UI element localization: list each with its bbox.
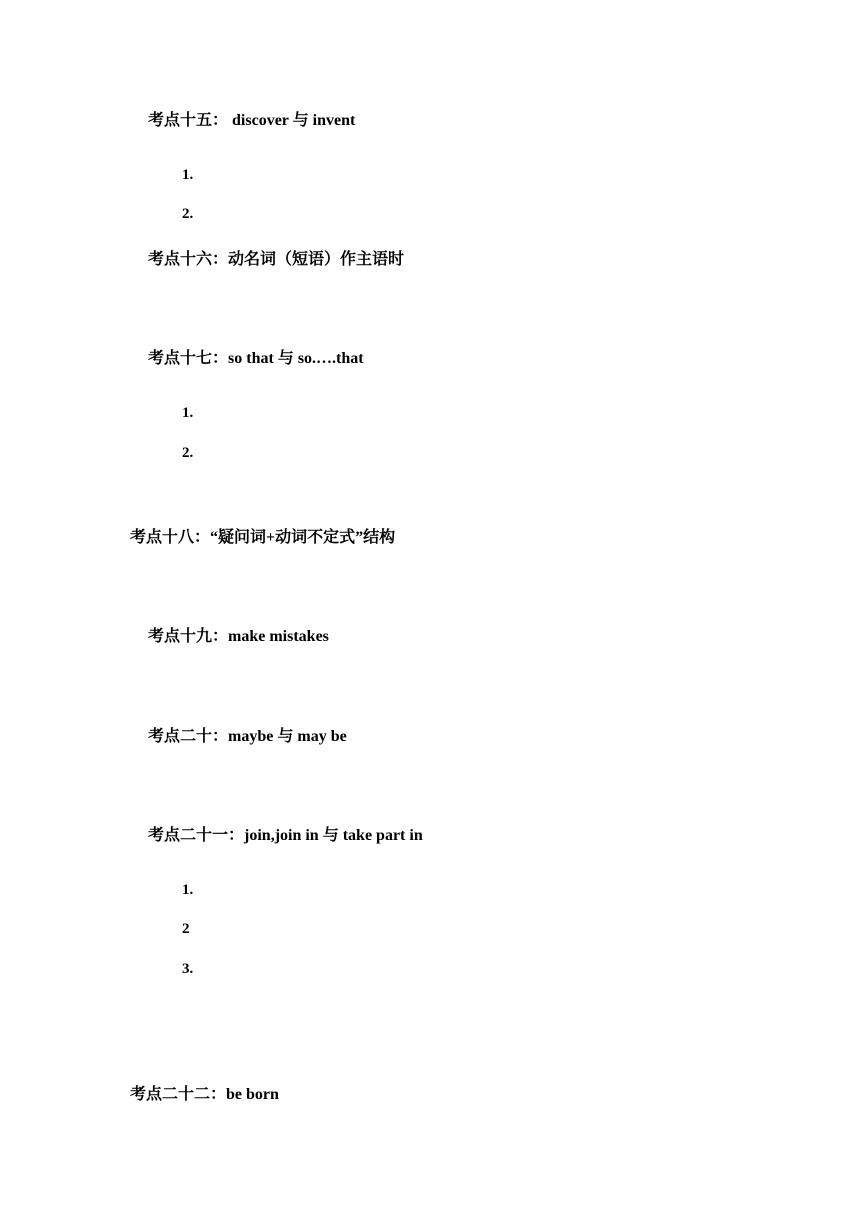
section-heading-15 <box>148 110 355 130</box>
section-topic-zh: 动词不定式 <box>275 527 356 546</box>
section-topic-en: join,join in <box>244 827 323 844</box>
section-heading-16 <box>148 249 404 269</box>
list-item-number: 1. <box>182 882 194 898</box>
section-heading-22 <box>130 1084 279 1104</box>
section-heading-19 <box>148 626 329 646</box>
list-item-number: 2. <box>182 445 194 461</box>
section-topic-zh: 与 <box>322 825 339 844</box>
section-topic-zh: 结构 <box>363 527 396 546</box>
section-label: 考点十九： <box>148 626 229 645</box>
list-item-number: 2. <box>182 206 194 222</box>
section-topic-en: take part in <box>338 827 423 844</box>
list-item-number: 2 <box>182 921 190 937</box>
section-heading-20 <box>148 726 347 746</box>
section-topic-zh: 疑问词 <box>218 527 267 546</box>
section-label: 考点十六： <box>148 249 229 268</box>
section-label: 考点十五： <box>148 110 229 129</box>
section-label: 考点十七： <box>148 348 229 367</box>
quote-close: ” <box>355 529 364 546</box>
section-topic-en: invent <box>308 112 356 129</box>
section-topic-en: discover <box>228 112 293 129</box>
section-heading-18 <box>130 527 395 547</box>
list-item-number: 1. <box>182 167 194 183</box>
section-topic-en: maybe <box>228 728 278 745</box>
list-item-number: 3. <box>182 961 194 977</box>
section-topic-en: be born <box>226 1086 279 1103</box>
section-heading-17 <box>148 348 364 368</box>
section-topic-zh: 与 <box>292 110 309 129</box>
section-topic-en: may be <box>293 728 347 745</box>
section-topic-zh: 与 <box>277 348 294 367</box>
section-heading-21 <box>148 825 423 845</box>
list-item-number: 1. <box>182 405 194 421</box>
section-topic-en: make mistakes <box>228 628 329 645</box>
section-topic-en: so that <box>228 350 278 367</box>
section-label: 考点二十： <box>148 726 229 745</box>
section-topic-zh: 动名词（短语）作主语时 <box>228 249 405 268</box>
quote-open: “ <box>210 529 219 546</box>
section-topic-zh: 与 <box>277 726 294 745</box>
section-label: 考点十八： <box>130 527 211 546</box>
section-label: 考点二十一： <box>148 825 245 844</box>
section-topic-en: so.….that <box>293 350 364 367</box>
section-label: 考点二十二： <box>130 1084 227 1103</box>
plus-sign: + <box>266 529 276 546</box>
